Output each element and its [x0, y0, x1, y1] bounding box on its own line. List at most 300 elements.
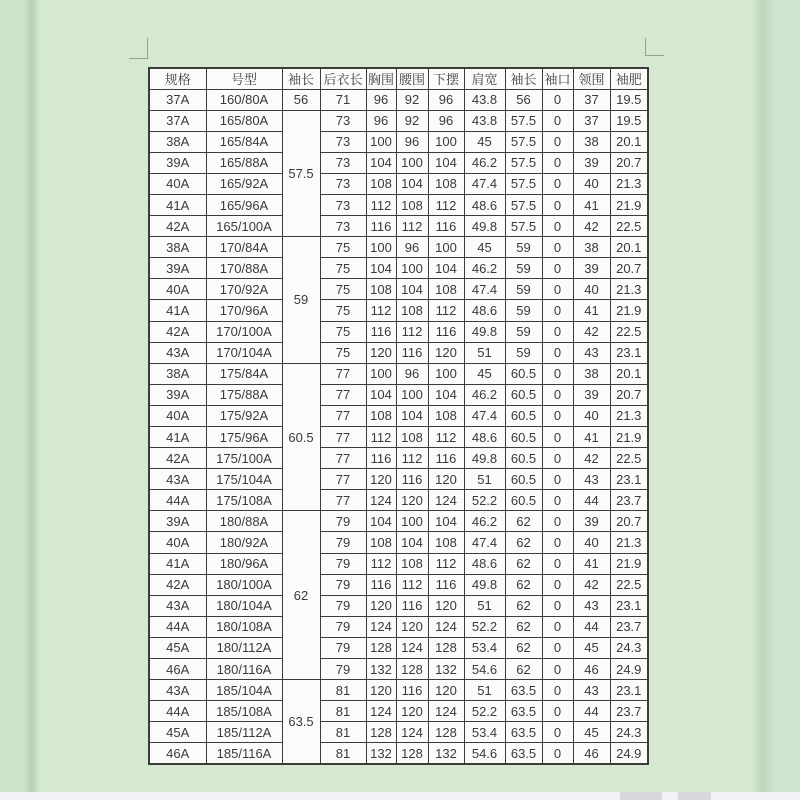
cell-shoulder: 48.6 [464, 427, 505, 448]
table-row [149, 110, 648, 131]
cell-cuff: 0 [542, 616, 573, 637]
cell-sleeve-width: 21.9 [610, 427, 648, 448]
cell-hem: 112 [428, 300, 464, 321]
cell-shoulder: 48.6 [464, 194, 505, 215]
cell-cuff: 0 [542, 532, 573, 553]
cell-sleeve-length: 60.5 [505, 448, 542, 469]
cell-shoulder: 47.4 [464, 405, 505, 426]
cell-back-length: 73 [320, 194, 366, 215]
header-cell-5: 腰围 [396, 68, 428, 89]
cell-sleeve-width: 21.3 [610, 405, 648, 426]
cell-collar: 39 [573, 152, 610, 173]
cell-sleeve-length: 59 [505, 279, 542, 300]
cell-hem: 108 [428, 279, 464, 300]
cell-shoulder: 49.8 [464, 574, 505, 595]
cell-chest: 112 [366, 194, 396, 215]
cell-model: 180/116A [206, 659, 282, 680]
table-row [149, 363, 648, 384]
cell-cuff: 0 [542, 342, 573, 363]
cell-collar: 38 [573, 363, 610, 384]
cell-waist: 108 [396, 427, 428, 448]
cell-cuff: 0 [542, 574, 573, 595]
cell-sleeve-width: 20.7 [610, 152, 648, 173]
scrollbar-thumb[interactable] [620, 792, 662, 800]
table-row [149, 258, 648, 279]
cell-hem: 100 [428, 237, 464, 258]
cell-hem: 100 [428, 131, 464, 152]
cell-collar: 45 [573, 722, 610, 743]
cell-waist: 112 [396, 448, 428, 469]
cell-shoulder: 45 [464, 131, 505, 152]
cell-collar: 44 [573, 616, 610, 637]
cell-sleeve-length: 60.5 [505, 384, 542, 405]
cell-waist: 108 [396, 300, 428, 321]
cell-sleeve-length: 57.5 [505, 216, 542, 237]
table-row [149, 490, 648, 511]
cell-cuff: 0 [542, 511, 573, 532]
cell-spec: 39A [149, 152, 206, 173]
cell-cuff: 0 [542, 363, 573, 384]
cell-shoulder: 48.6 [464, 300, 505, 321]
cell-cuff: 0 [542, 237, 573, 258]
cell-sleeve-length: 59 [505, 300, 542, 321]
cell-model: 185/104A [206, 680, 282, 701]
cell-cuff: 0 [542, 194, 573, 215]
cell-model: 175/88A [206, 384, 282, 405]
cell-hem: 116 [428, 321, 464, 342]
cell-collar: 44 [573, 490, 610, 511]
header-cell-6: 下摆 [428, 68, 464, 89]
cell-chest: 108 [366, 279, 396, 300]
cell-back-length: 79 [320, 659, 366, 680]
cell-sleeve-length: 56 [505, 89, 542, 110]
cell-back-length: 73 [320, 216, 366, 237]
cell-chest: 116 [366, 574, 396, 595]
cell-spec: 42A [149, 448, 206, 469]
cell-sleeve-length-merged: 57.5 [282, 110, 320, 237]
cell-sleeve-length: 60.5 [505, 469, 542, 490]
cell-sleeve-width: 22.5 [610, 574, 648, 595]
cell-hem: 104 [428, 258, 464, 279]
cell-model: 180/112A [206, 637, 282, 658]
cell-model: 160/80A [206, 89, 282, 110]
cell-sleeve-length: 57.5 [505, 194, 542, 215]
cell-shoulder: 53.4 [464, 722, 505, 743]
cell-spec: 38A [149, 363, 206, 384]
header-cell-1: 号型 [206, 68, 282, 89]
cell-collar: 40 [573, 173, 610, 194]
cell-sleeve-length: 59 [505, 321, 542, 342]
cell-sleeve-length: 63.5 [505, 743, 542, 764]
cell-chest: 132 [366, 743, 396, 764]
cell-shoulder: 48.6 [464, 553, 505, 574]
header-cell-11: 袖肥 [610, 68, 648, 89]
cell-back-length: 75 [320, 279, 366, 300]
cell-back-length: 75 [320, 321, 366, 342]
page-edge-right [752, 0, 800, 800]
cell-sleeve-length: 60.5 [505, 405, 542, 426]
cell-back-length: 77 [320, 405, 366, 426]
cell-model: 180/88A [206, 511, 282, 532]
table-row [149, 722, 648, 743]
table-row [149, 616, 648, 637]
cell-sleeve-length: 62 [505, 532, 542, 553]
cell-model: 165/96A [206, 194, 282, 215]
cell-hem: 96 [428, 89, 464, 110]
cell-spec: 43A [149, 342, 206, 363]
cell-back-length: 81 [320, 722, 366, 743]
cell-waist: 124 [396, 722, 428, 743]
table-row [149, 511, 648, 532]
cell-collar: 37 [573, 110, 610, 131]
cell-sleeve-length: 62 [505, 511, 542, 532]
cell-waist: 112 [396, 216, 428, 237]
cell-collar: 38 [573, 131, 610, 152]
cell-hem: 112 [428, 553, 464, 574]
cell-sleeve-length: 62 [505, 659, 542, 680]
cell-back-length: 81 [320, 701, 366, 722]
cell-hem: 124 [428, 490, 464, 511]
cell-hem: 104 [428, 384, 464, 405]
cell-chest: 104 [366, 258, 396, 279]
table-row [149, 321, 648, 342]
cell-sleeve-width: 23.1 [610, 342, 648, 363]
cell-chest: 112 [366, 300, 396, 321]
cell-model: 165/88A [206, 152, 282, 173]
cell-back-length: 79 [320, 553, 366, 574]
cell-model: 170/84A [206, 237, 282, 258]
cell-waist: 120 [396, 616, 428, 637]
cell-sleeve-width: 21.3 [610, 173, 648, 194]
cell-shoulder: 52.2 [464, 701, 505, 722]
cell-sleeve-width: 21.3 [610, 532, 648, 553]
cell-cuff: 0 [542, 680, 573, 701]
cell-collar: 39 [573, 511, 610, 532]
cell-sleeve-length-merged: 63.5 [282, 680, 320, 764]
cell-hem: 120 [428, 680, 464, 701]
table-row [149, 659, 648, 680]
cell-chest: 124 [366, 616, 396, 637]
cell-back-length: 77 [320, 469, 366, 490]
cell-chest: 120 [366, 342, 396, 363]
cell-spec: 40A [149, 173, 206, 194]
cell-cuff: 0 [542, 743, 573, 764]
cell-cuff: 0 [542, 321, 573, 342]
table-row [149, 342, 648, 363]
cell-waist: 100 [396, 511, 428, 532]
cell-hem: 116 [428, 574, 464, 595]
cell-cuff: 0 [542, 469, 573, 490]
cell-hem: 124 [428, 616, 464, 637]
cell-back-length: 77 [320, 490, 366, 511]
cell-spec: 40A [149, 532, 206, 553]
cell-shoulder: 54.6 [464, 743, 505, 764]
cell-cuff: 0 [542, 110, 573, 131]
cell-shoulder: 46.2 [464, 384, 505, 405]
cell-back-length: 81 [320, 743, 366, 764]
cell-spec: 43A [149, 595, 206, 616]
cell-sleeve-length: 57.5 [505, 131, 542, 152]
header-cell-7: 肩宽 [464, 68, 505, 89]
cell-collar: 41 [573, 427, 610, 448]
table-row [149, 131, 648, 152]
cell-collar: 43 [573, 595, 610, 616]
cell-back-length: 73 [320, 173, 366, 194]
table-row [149, 448, 648, 469]
cell-sleeve-width: 20.7 [610, 384, 648, 405]
table-row [149, 152, 648, 173]
table-row [149, 532, 648, 553]
cell-back-length: 75 [320, 258, 366, 279]
cell-spec: 46A [149, 743, 206, 764]
header-cell-10: 领围 [573, 68, 610, 89]
cell-cuff: 0 [542, 258, 573, 279]
cell-model: 170/92A [206, 279, 282, 300]
cell-sleeve-width: 24.9 [610, 659, 648, 680]
cell-spec: 43A [149, 469, 206, 490]
table-row [149, 405, 648, 426]
header-cell-8: 袖长 [505, 68, 542, 89]
cell-chest: 116 [366, 448, 396, 469]
cell-waist: 108 [396, 553, 428, 574]
cell-model: 185/108A [206, 701, 282, 722]
table-row [149, 216, 648, 237]
cell-sleeve-length-merged: 59 [282, 237, 320, 364]
cell-hem: 108 [428, 405, 464, 426]
cell-model: 170/88A [206, 258, 282, 279]
cell-sleeve-width: 21.9 [610, 300, 648, 321]
cell-sleeve-length: 62 [505, 574, 542, 595]
cell-waist: 104 [396, 279, 428, 300]
cell-chest: 100 [366, 363, 396, 384]
cell-collar: 41 [573, 194, 610, 215]
cell-cuff: 0 [542, 216, 573, 237]
cell-shoulder: 47.4 [464, 173, 505, 194]
cell-cuff: 0 [542, 173, 573, 194]
cell-waist: 104 [396, 532, 428, 553]
cell-shoulder: 51 [464, 680, 505, 701]
header-cell-9: 袖口 [542, 68, 573, 89]
cell-waist: 120 [396, 701, 428, 722]
cell-sleeve-length: 60.5 [505, 490, 542, 511]
cell-hem: 116 [428, 216, 464, 237]
cell-sleeve-width: 24.3 [610, 722, 648, 743]
cell-shoulder: 52.2 [464, 616, 505, 637]
cell-sleeve-width: 20.1 [610, 363, 648, 384]
cell-cuff: 0 [542, 659, 573, 680]
cell-sleeve-length-merged: 62 [282, 511, 320, 680]
cell-sleeve-width: 23.1 [610, 469, 648, 490]
cell-model: 180/96A [206, 553, 282, 574]
cell-collar: 40 [573, 532, 610, 553]
page-edge-left [0, 0, 40, 800]
cell-shoulder: 47.4 [464, 279, 505, 300]
cell-spec: 44A [149, 616, 206, 637]
cell-cuff: 0 [542, 722, 573, 743]
cell-model: 180/100A [206, 574, 282, 595]
cell-chest: 96 [366, 89, 396, 110]
cell-waist: 92 [396, 89, 428, 110]
table-row [149, 595, 648, 616]
cell-spec: 39A [149, 258, 206, 279]
cell-collar: 43 [573, 469, 610, 490]
cell-back-length: 73 [320, 110, 366, 131]
cell-collar: 45 [573, 637, 610, 658]
cell-cuff: 0 [542, 300, 573, 321]
cell-chest: 124 [366, 701, 396, 722]
cell-sleeve-length: 60.5 [505, 363, 542, 384]
cell-shoulder: 45 [464, 363, 505, 384]
cell-spec: 43A [149, 680, 206, 701]
table-row [149, 384, 648, 405]
cell-cuff: 0 [542, 152, 573, 173]
cell-waist: 100 [396, 258, 428, 279]
crop-mark-top-left [129, 38, 148, 59]
cell-hem: 124 [428, 701, 464, 722]
table-row [149, 300, 648, 321]
cell-waist: 96 [396, 237, 428, 258]
cell-sleeve-width: 24.3 [610, 637, 648, 658]
cell-spec: 40A [149, 405, 206, 426]
cell-model: 170/100A [206, 321, 282, 342]
cell-model: 175/92A [206, 405, 282, 426]
cell-collar: 46 [573, 743, 610, 764]
cell-back-length: 79 [320, 532, 366, 553]
cell-sleeve-length-merged: 60.5 [282, 363, 320, 511]
cell-back-length: 79 [320, 511, 366, 532]
cell-hem: 108 [428, 173, 464, 194]
cell-model: 165/84A [206, 131, 282, 152]
cell-chest: 96 [366, 110, 396, 131]
cell-waist: 96 [396, 131, 428, 152]
cell-sleeve-length: 63.5 [505, 701, 542, 722]
header-cell-0: 规格 [149, 68, 206, 89]
cell-chest: 112 [366, 427, 396, 448]
cell-sleeve-width: 23.1 [610, 595, 648, 616]
cell-sleeve-length: 62 [505, 595, 542, 616]
cell-cuff: 0 [542, 427, 573, 448]
cell-chest: 124 [366, 490, 396, 511]
cell-spec: 44A [149, 701, 206, 722]
cell-hem: 120 [428, 595, 464, 616]
cell-waist: 92 [396, 110, 428, 131]
scrollbar-thumb-2[interactable] [678, 792, 711, 800]
cell-model: 175/84A [206, 363, 282, 384]
cell-waist: 112 [396, 321, 428, 342]
cell-sleeve-width: 22.5 [610, 321, 648, 342]
cell-shoulder: 51 [464, 595, 505, 616]
cell-cuff: 0 [542, 131, 573, 152]
cell-model: 165/92A [206, 173, 282, 194]
cell-sleeve-length: 62 [505, 553, 542, 574]
cell-model: 185/112A [206, 722, 282, 743]
cell-spec: 41A [149, 553, 206, 574]
cell-collar: 42 [573, 321, 610, 342]
cell-hem: 104 [428, 152, 464, 173]
cell-waist: 116 [396, 595, 428, 616]
cell-chest: 116 [366, 216, 396, 237]
cell-model: 175/108A [206, 490, 282, 511]
cell-cuff: 0 [542, 405, 573, 426]
cell-spec: 46A [149, 659, 206, 680]
cell-back-length: 79 [320, 595, 366, 616]
cell-model: 175/104A [206, 469, 282, 490]
cell-collar: 38 [573, 237, 610, 258]
cell-model: 175/96A [206, 427, 282, 448]
cell-spec: 38A [149, 131, 206, 152]
cell-spec: 44A [149, 490, 206, 511]
cell-spec: 42A [149, 216, 206, 237]
cell-sleeve-length: 62 [505, 637, 542, 658]
cell-hem: 120 [428, 469, 464, 490]
cell-spec: 40A [149, 279, 206, 300]
cell-sleeve-length: 59 [505, 258, 542, 279]
cell-back-length: 79 [320, 574, 366, 595]
cell-sleeve-width: 20.7 [610, 511, 648, 532]
cell-waist: 116 [396, 680, 428, 701]
cell-back-length: 77 [320, 384, 366, 405]
cell-back-length: 75 [320, 300, 366, 321]
cell-waist: 128 [396, 659, 428, 680]
cell-sleeve-length: 57.5 [505, 110, 542, 131]
cell-model: 170/96A [206, 300, 282, 321]
cell-chest: 120 [366, 680, 396, 701]
cell-sleeve-length: 57.5 [505, 152, 542, 173]
cell-cuff: 0 [542, 279, 573, 300]
cell-shoulder: 43.8 [464, 110, 505, 131]
table-row [149, 279, 648, 300]
cell-hem: 128 [428, 722, 464, 743]
table-row [149, 680, 648, 701]
header-row [149, 68, 648, 89]
cell-spec: 41A [149, 194, 206, 215]
cell-waist: 96 [396, 363, 428, 384]
cell-sleeve-width: 21.9 [610, 194, 648, 215]
cell-cuff: 0 [542, 384, 573, 405]
cell-sleeve-length: 62 [505, 616, 542, 637]
cell-sleeve-width: 20.7 [610, 258, 648, 279]
cell-shoulder: 43.8 [464, 89, 505, 110]
cell-waist: 116 [396, 469, 428, 490]
cell-hem: 128 [428, 637, 464, 658]
cell-collar: 42 [573, 574, 610, 595]
cell-shoulder: 54.6 [464, 659, 505, 680]
cell-shoulder: 51 [464, 342, 505, 363]
cell-chest: 128 [366, 637, 396, 658]
cell-collar: 42 [573, 448, 610, 469]
cell-back-length: 77 [320, 427, 366, 448]
cell-chest: 104 [366, 152, 396, 173]
cell-hem: 108 [428, 532, 464, 553]
cell-waist: 100 [396, 384, 428, 405]
cell-sleeve-width: 19.5 [610, 89, 648, 110]
cell-sleeve-width: 23.7 [610, 616, 648, 637]
cell-chest: 112 [366, 553, 396, 574]
cell-hem: 104 [428, 511, 464, 532]
cell-waist: 112 [396, 574, 428, 595]
table-row [149, 173, 648, 194]
cell-chest: 132 [366, 659, 396, 680]
cell-collar: 46 [573, 659, 610, 680]
header-cell-2: 袖长 [282, 68, 320, 89]
cell-hem: 132 [428, 659, 464, 680]
cell-collar: 40 [573, 279, 610, 300]
table-row [149, 574, 648, 595]
cell-back-length: 79 [320, 616, 366, 637]
cell-sleeve-length: 59 [505, 342, 542, 363]
cell-shoulder: 53.4 [464, 637, 505, 658]
cell-sleeve-width: 23.7 [610, 490, 648, 511]
